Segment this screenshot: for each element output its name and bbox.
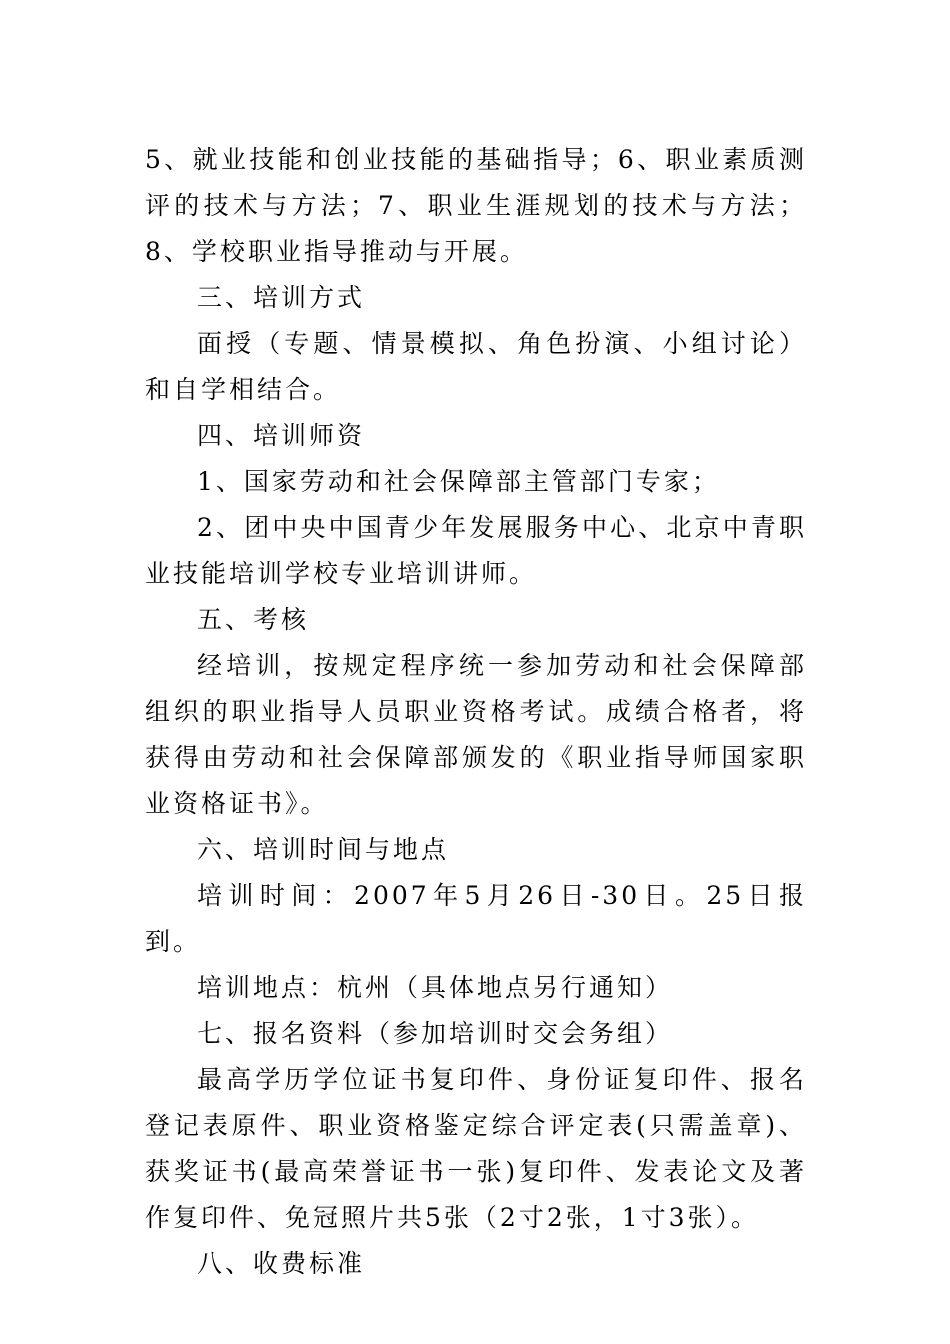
heading-trainers: 四、培训师资: [197, 421, 366, 450]
paragraph-assessment: 经培训，按规定程序统一参加劳动和社会保障部组织的职业指导人员职业资格考试。成绩合格者，将获得由劳动和社会保障部颁发的《职业指导师国家职业资格证书》。: [145, 651, 807, 818]
paragraph-trainers-2: 2、团中央中国青少年发展服务中心、北京中青职业技能培训学校专业培训讲师。: [145, 513, 807, 588]
paragraph-training-time: 培训时间：2007年5月26日-30日。25日报到。: [145, 881, 807, 956]
heading-assessment: 五、考核: [197, 605, 310, 634]
paragraph-training-method: 面授（专题、情景模拟、角色扮演、小组讨论）和自学相结合。: [145, 329, 807, 404]
heading-fees: 八、收费标准: [197, 1249, 366, 1278]
paragraph-trainers-1: 1、国家劳动和社会保障部主管部门专家；: [197, 467, 720, 496]
document-body: [145, 137, 807, 1287]
paragraph-registration-materials: 最高学历学位证书复印件、身份证复印件、报名登记表原件、职业资格鉴定综合评定表(只需盖章)、获奖证书(最高荣誉证书一张)复印件、发表论文及著作复印件、免冠照片共5张（2寸2张，1寸3张）。: [145, 1065, 807, 1232]
heading-registration-materials: 七、报名资料（参加培训时交会务组）: [197, 1019, 674, 1048]
paragraph-training-location: 培训地点：杭州（具体地点另行通知）: [197, 973, 674, 1002]
paragraph-training-content-cont: 5、就业技能和创业技能的基础指导；6、职业素质测评的技术与方法；7、职业生涯规划的技术与方法；8、学校职业指导推动与开展。: [145, 145, 807, 266]
heading-time-location: 六、培训时间与地点: [197, 835, 450, 864]
heading-training-method: 三、培训方式: [197, 283, 366, 312]
